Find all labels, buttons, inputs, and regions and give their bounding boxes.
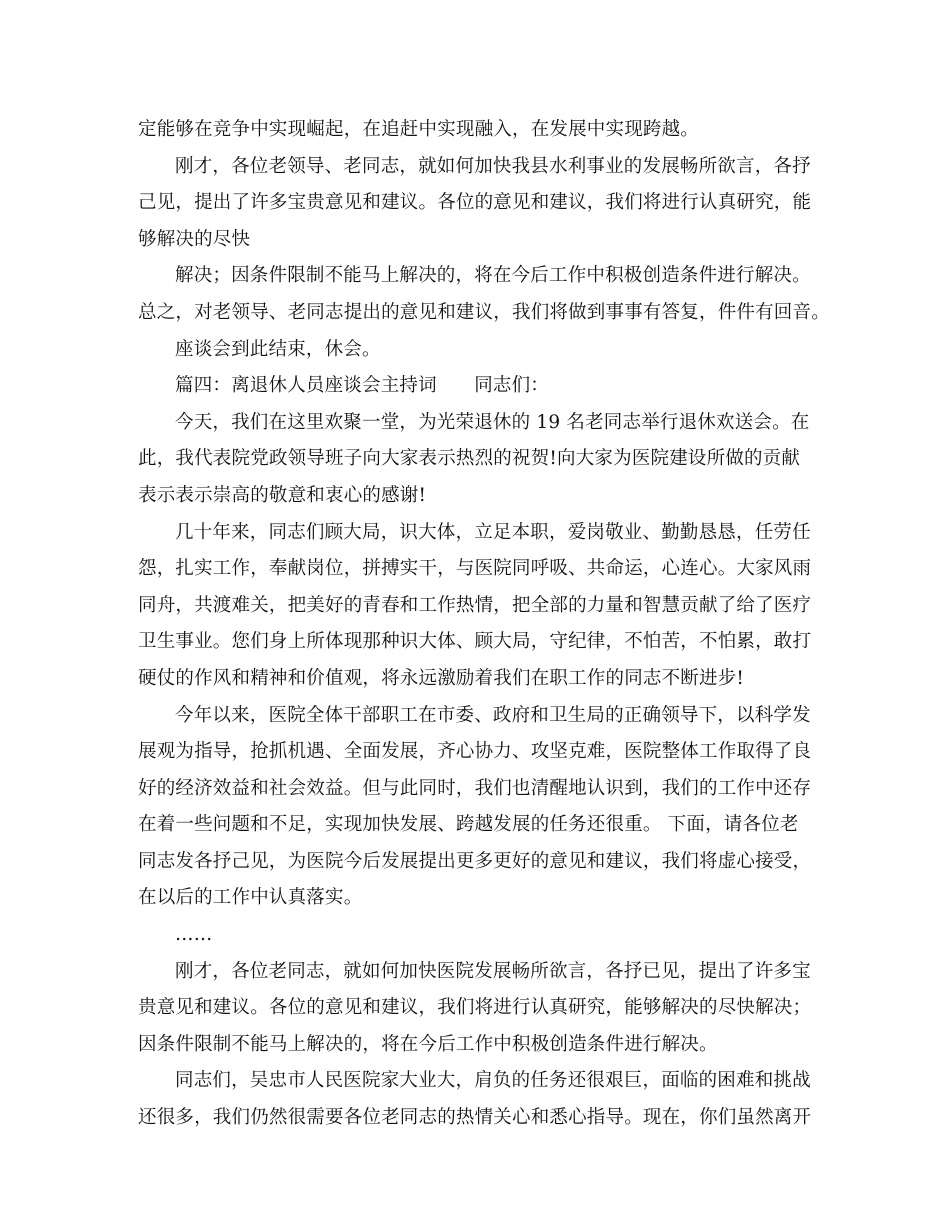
- text-line: 座谈会到此结束，休会。: [175, 338, 381, 360]
- section-heading-line: 篇四：离退休人员座谈会主持词 同志们：: [175, 375, 550, 397]
- text-line: 展观为指导，抢抓机遇、全面发展，齐心协力、攻坚克难，医院整体工作取得了良: [138, 741, 812, 763]
- text-line: 在以后的工作中认真落实。: [138, 887, 363, 909]
- text-line: 解决；因条件限制不能马上解决的，将在今后工作中积极创造条件进行解决。: [175, 265, 811, 287]
- text-line: 表示表示崇高的敬意和衷心的感谢!: [138, 484, 427, 506]
- text-line: 同舟，共渡难关，把美好的青春和工作热情，把全部的力量和智慧贡献了给了医疗: [138, 594, 812, 616]
- text-line: 同志们，吴忠市人民医院家大业大，肩负的任务还很艰巨，面临的困难和挑战: [175, 1070, 811, 1092]
- ellipsis-line: ……: [175, 924, 213, 946]
- document-body: [138, 112, 828, 1137]
- text-line: 定能够在竞争中实现崛起，在追赶中实现融入，在发展中实现跨越。: [138, 119, 700, 140]
- text-line: 怨，扎实工作，奉献岗位，拼搏实干，与医院同呼吸、共命运，心连心。大家风雨: [138, 558, 812, 580]
- text-line: 刚才，各位老领导、老同志，就如何加快我县水利事业的发展畅所欲言，各抒: [175, 155, 811, 177]
- text-line: 刚才，各位老同志，就如何加快医院发展畅所欲言，各抒已见，提出了许多宝: [175, 960, 811, 982]
- text-line: 够解决的尽快: [138, 228, 251, 250]
- text-line: 几十年来，同志们顾大局，识大体，立足本职，爱岗敬业、勤勤恳恳，任劳任: [175, 521, 811, 543]
- text-line: 卫生事业。您们身上所体现那种识大体、顾大局，守纪律，不怕苦，不怕累，敢打: [138, 631, 812, 653]
- text-line: 硬仗的作风和精神和价值观，将永远激励着我们在职工作的同志不断进步!: [138, 667, 745, 689]
- text-line: 同志发各抒己见，为医院今后发展提出更多更好的意见和建议，我们将虚心接受，: [138, 850, 812, 872]
- text-line: 因条件限制不能马上解决的，将在今后工作中积极创造条件进行解决。: [138, 1033, 718, 1055]
- text-line: 总之，对老领导、老同志提出的意见和建议，我们将做到事事有答复，件件有回音。: [138, 301, 830, 323]
- text-line: 贵意见和建议。各位的意见和建议，我们将进行认真研究，能够解决的尽快解决；: [138, 997, 812, 1019]
- text-line: 今天，我们在这里欢聚一堂，为光荣退休的 19 名老同志举行退休欢送会。在: [175, 411, 810, 433]
- text-line: 己见，提出了许多宝贵意见和建议。各位的意见和建议，我们将进行认真研究，能: [138, 192, 812, 214]
- text-line: 今年以来，医院全体干部职工在市委、政府和卫生局的正确领导下，以科学发: [175, 704, 811, 726]
- text-line: 在着一些问题和不足，实现加快发展、跨越发展的任务还很重。 下面，请各位老: [138, 814, 799, 836]
- text-line: 还很多，我们仍然很需要各位老同志的热情关心和悉心指导。现在，你们虽然离开: [138, 1107, 812, 1129]
- text-line: 好的经济效益和社会效益。但与此同时，我们也清醒地认识到，我们的工作中还存: [138, 777, 812, 799]
- text-line: 此，我代表院党政领导班子向大家表示热烈的祝贺!向大家为医院建设所做的贡献: [138, 448, 801, 470]
